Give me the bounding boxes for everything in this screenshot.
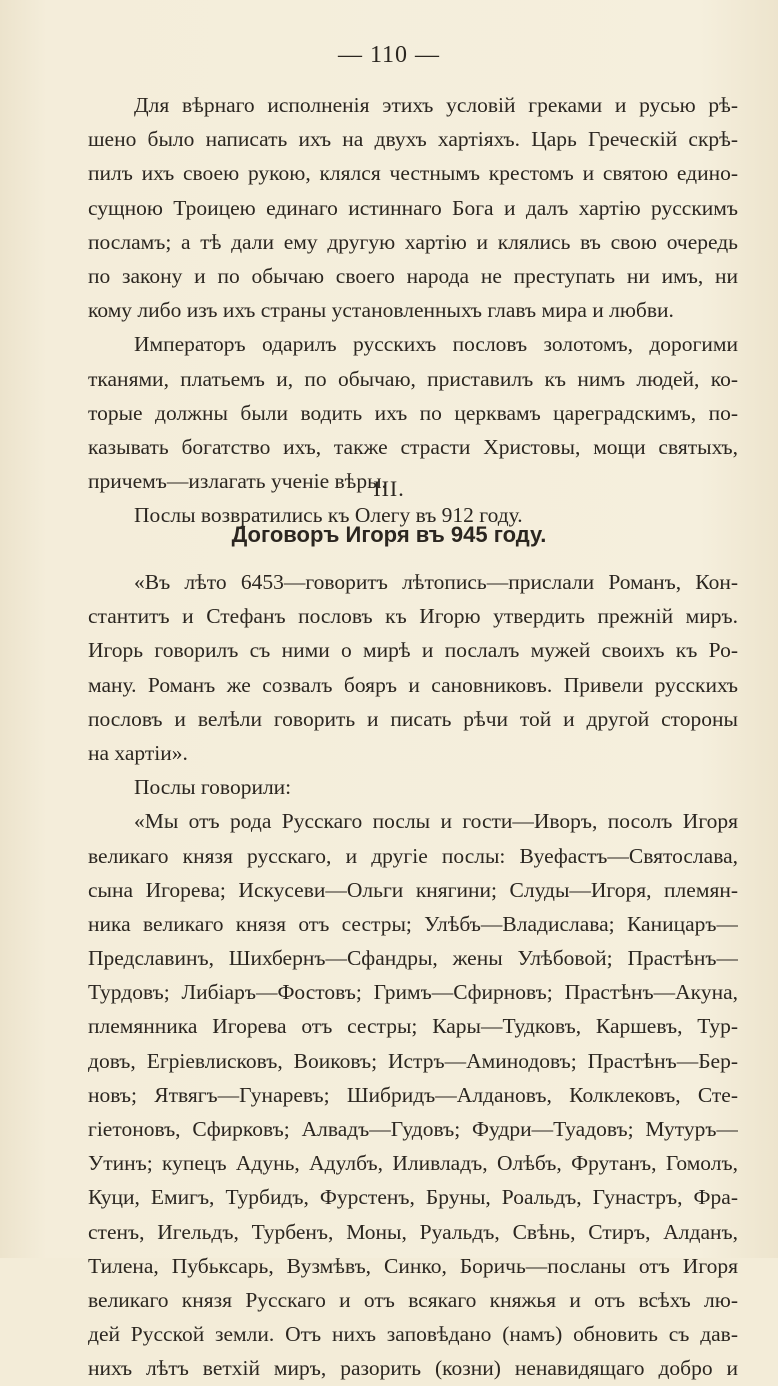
text-line: великаго князя русскаго, и другіе послы: Вуефастъ—Святослава, — [88, 843, 738, 868]
text-line: Игорь говорилъ съ ними о мирѣ и послалъ мужей своихъ къ Ро- — [88, 638, 738, 663]
text-line: по закону и по обычаю своего народа не преступать ни имъ, ни — [88, 263, 738, 288]
text-line: новъ; Ятвягъ—Гунаревъ; Шибридъ—Алдановъ, Колклековъ, Сте- — [88, 1082, 738, 1107]
text-line: причемъ—излагать ученіе вѣры. — [88, 469, 387, 494]
section-number: III. — [373, 476, 405, 501]
text-line: стенъ, Игельдъ, Турбенъ, Моны, Руальдъ, Свѣнь, Стиръ, Алданъ, — [88, 1219, 738, 1244]
text-line: пилъ ихъ своею рукою, клялся честнымъ крестомъ и святою едино- — [88, 161, 738, 186]
text-line: дей Русской земли. Отъ нихъ заповѣдано (намъ) обновить съ дав- — [88, 1322, 738, 1347]
text-line: на хартіи». — [88, 740, 188, 765]
text-line: стантитъ и Стефанъ пословъ къ Игорю утвердить прежній миръ. — [88, 604, 738, 629]
text-line: довъ, Егріевлисковъ, Воиковъ; Истръ—Аминодовъ; Прастѣнъ—Бер- — [88, 1048, 738, 1073]
text-line: Для вѣрнаго исполненія этихъ условій греками и русью рѣ- — [134, 93, 738, 117]
text-line: Послы говорили: — [134, 775, 292, 800]
text-line: сущною Троицею единаго истиннаго Бога и далъ хартію русскимъ — [88, 195, 738, 220]
text-line: Турдовъ; Либіаръ—Фостовъ; Гримъ—Сфирновъ; Прастѣнъ—Акуна, — [88, 980, 738, 1005]
text-line: нихъ лѣтъ ветхій миръ, разорить (козни) ненавидящаго добро и — [88, 1356, 738, 1381]
text-line: кому либо изъ ихъ страны установленныхъ главъ мира и любви. — [88, 298, 674, 323]
paragraphs-before-section — [88, 88, 738, 532]
text-line: казывать богатство ихъ, также страсти Христовы, мощи святыхъ, — [88, 434, 738, 459]
text-line: шено было написать ихъ на двухъ хартіяхъ. Царь Греческій скрѣ- — [88, 127, 738, 152]
paragraphs-treaty-text — [88, 565, 738, 1386]
text-line: племянника Игорева отъ сестры; Кары—Тудковъ, Каршевъ, Тур- — [88, 1014, 738, 1039]
text-line: Послы возвратились къ Олегу въ 912 году. — [134, 503, 523, 528]
section-title: Договоръ Игоря въ 945 году. — [231, 522, 547, 547]
text-line: Куци, Емигъ, Турбидъ, Фурстенъ, Бруны, Роальдъ, Гунастръ, Фра- — [88, 1185, 738, 1210]
text-line: «Въ лѣто 6453—говоритъ лѣтопись—прислали Романъ, Кон- — [134, 570, 738, 594]
text-line: «Мы отъ рода Русскаго послы и гости—Иворъ, посолъ Игоря — [134, 809, 738, 834]
text-line: тканями, платьемъ и, по обычаю, приставилъ къ нимъ людей, ко- — [88, 366, 738, 391]
text-line: Предславинъ, Шихбернъ—Сфандры, жены Улѣбовой; Прастѣнъ— — [88, 946, 738, 971]
text-line: пословъ и велѣли говорить и писать рѣчи той и другой стороны — [88, 706, 738, 731]
text-line: торые должны были водить ихъ по церквамъ цареградскимъ, по- — [88, 400, 738, 425]
text-line: ману. Романъ же созвалъ бояръ и сановниковъ. Привели русскихъ — [88, 672, 738, 697]
text-line: Утинъ; купецъ Адунь, Адулбъ, Иливладъ, Олѣбъ, Фрутанъ, Гомолъ, — [88, 1151, 738, 1176]
text-line: великаго князя Русскаго и отъ всякаго княжья и отъ всѣхъ лю- — [88, 1287, 738, 1312]
text-line: ника великаго князя отъ сестры; Улѣбъ—Владислава; Каницаръ— — [88, 911, 738, 936]
text-line: посламъ; а тѣ дали ему другую хартію и клялись въ свою очередь — [88, 229, 738, 254]
page-number: — 110 — — [337, 42, 441, 68]
text-line: сына Игорева; Искусеви—Ольги княгини; Слуды—Игоря, племян- — [88, 877, 738, 902]
text-line: Императоръ одарилъ русскихъ пословъ золотомъ, дорогими — [134, 332, 738, 357]
text-line: гіетоновъ, Сфирковъ; Алвадъ—Гудовъ; Фудри—Туадовъ; Мутуръ— — [88, 1117, 738, 1141]
text-line: Тилена, Пубьксарь, Вузмѣвъ, Синко, Боричь—посланы отъ Игоря — [88, 1253, 738, 1278]
